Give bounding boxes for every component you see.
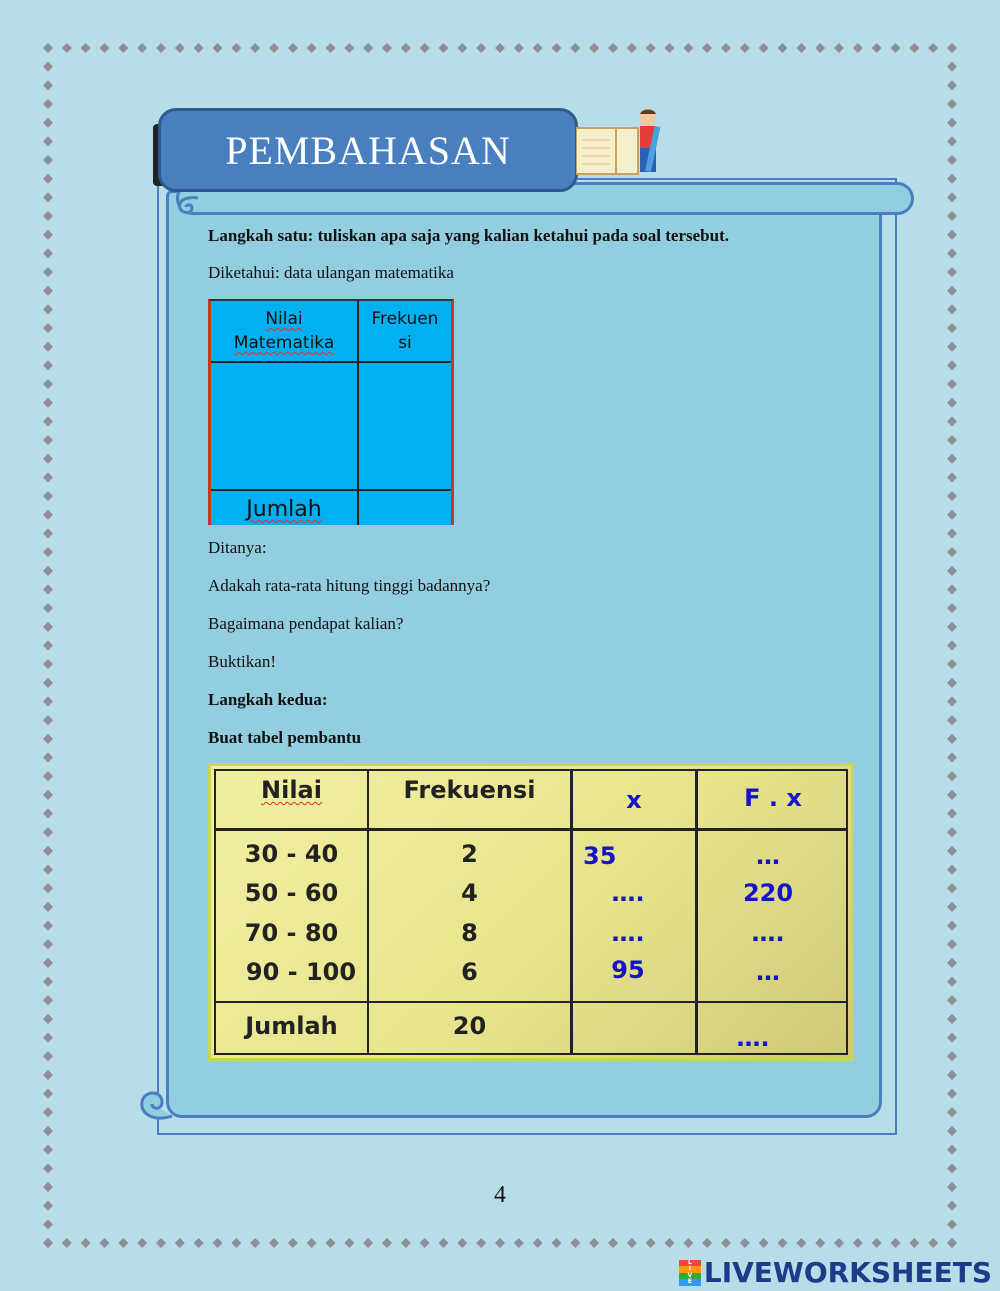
header-frekuensi: Frekuensi (403, 776, 536, 804)
known-label: Diketahui: data ulangan matematika (208, 263, 454, 282)
book-reader-illustration-icon (576, 108, 666, 180)
row-x: 95 (611, 956, 645, 984)
question-1: Adakah rata-rata hitung tinggi badannya? (208, 576, 491, 595)
row-fx: …. (751, 919, 785, 947)
known-data-table (208, 299, 454, 525)
helper-table-instruction: Buat tabel pembantu (208, 728, 362, 747)
row-nilai: 50 - 60 (244, 879, 339, 907)
liveworksheets-logo (679, 1256, 992, 1289)
asked-label: Ditanya: (208, 538, 267, 557)
header-fx: F . x (744, 784, 802, 812)
table-header-nilai: Nilai Matematika (233, 309, 335, 353)
header-nilai: Nilai (261, 776, 322, 804)
question-2: Bagaimana pendapat kalian? (208, 614, 404, 633)
row-frekuensi: 4 (461, 879, 478, 907)
total-fx: …. (736, 1024, 770, 1052)
row-x: …. (611, 919, 645, 947)
step-one-instruction: Langkah satu: tuliskan apa saja yang kalian ketahui pada soal tersebut. (208, 226, 729, 245)
row-frekuensi: 8 (461, 919, 478, 947)
step-two-heading: Langkah kedua: (208, 690, 328, 709)
table-divider (211, 489, 451, 491)
total-frekuensi: 20 (452, 1012, 487, 1040)
section-banner: PEMBAHASAN (158, 108, 578, 192)
row-fx: … (756, 842, 780, 870)
row-fx: 220 (742, 879, 794, 907)
row-x: …. (611, 879, 645, 907)
row-nilai: 70 - 80 (244, 919, 339, 947)
row-fx: … (756, 958, 780, 986)
question-3: Buktikan! (208, 652, 276, 671)
helper-table (208, 763, 854, 1061)
row-frekuensi: 6 (461, 958, 478, 986)
row-nilai: 90 - 100 (245, 958, 357, 986)
row-frekuensi: 2 (461, 840, 478, 868)
total-label: Jumlah (245, 1012, 338, 1040)
header-x: x (626, 786, 642, 814)
row-nilai: 30 - 40 (244, 840, 339, 868)
table-total-label: Jumlah (246, 497, 322, 522)
scroll-curl-icon (138, 1086, 176, 1122)
row-x: 35 (583, 842, 617, 870)
live-badge-icon: L I V E (679, 1260, 701, 1286)
brand-name: LIVEWORKSHEETS (703, 1256, 992, 1289)
table-header-frekuensi: Frekuen si (371, 309, 439, 353)
scroll-curl-icon (176, 194, 202, 216)
page-number: 4 (494, 1182, 506, 1208)
table-divider (211, 361, 451, 363)
